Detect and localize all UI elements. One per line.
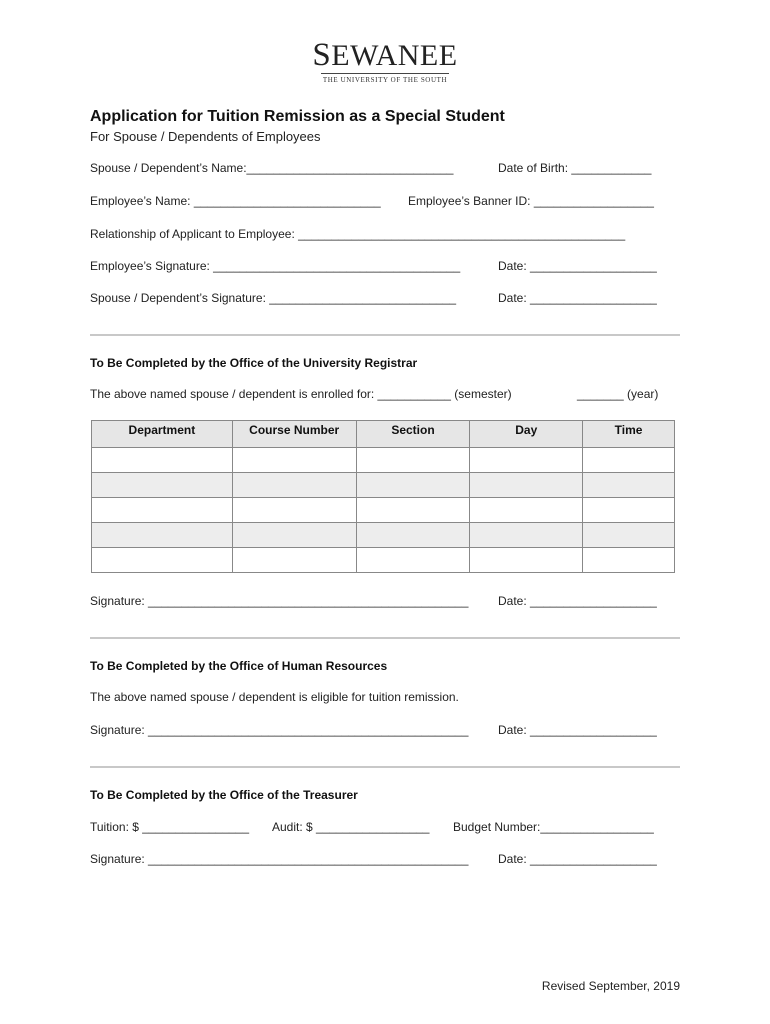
revision-note: Revised September, 2019 <box>541 979 680 993</box>
column-header: Course Number <box>232 421 356 448</box>
column-header: Day <box>470 421 583 448</box>
table-cell[interactable] <box>232 498 356 523</box>
treasurer-date-field[interactable]: Date: ___________________ <box>498 852 657 866</box>
table-cell[interactable] <box>583 523 675 548</box>
treasurer-signature-field[interactable]: Signature: ________________________________________________ <box>90 852 469 866</box>
table-cell[interactable] <box>232 523 356 548</box>
table-cell[interactable] <box>356 498 470 523</box>
table-cell[interactable] <box>92 473 233 498</box>
table-cell[interactable] <box>470 448 583 473</box>
hr-heading: To Be Completed by the Office of Human Resources <box>90 659 388 673</box>
course-table-header <box>92 421 675 448</box>
table-cell[interactable] <box>92 548 233 573</box>
table-cell[interactable] <box>356 448 470 473</box>
column-header: Section <box>356 421 470 448</box>
hr-date-field[interactable]: Date: ___________________ <box>498 723 657 737</box>
table-cell[interactable] <box>470 498 583 523</box>
logo-rule <box>321 73 449 74</box>
table-cell[interactable] <box>92 523 233 548</box>
dependent-signature-date-field[interactable]: Date: ___________________ <box>498 291 657 305</box>
table-row <box>92 498 675 523</box>
table-row <box>92 523 675 548</box>
table-cell[interactable] <box>583 548 675 573</box>
registrar-heading: To Be Completed by the Office of the University Registrar <box>90 356 418 370</box>
enrolled-year-field[interactable]: _______ (year) <box>577 387 659 401</box>
table-row <box>92 548 675 573</box>
table-cell[interactable] <box>356 548 470 573</box>
employee-name-field[interactable]: Employee’s Name: ____________________________ <box>90 194 381 208</box>
table-cell[interactable] <box>356 473 470 498</box>
treasurer-heading: To Be Completed by the Office of the Treasurer <box>90 788 358 802</box>
form-subtitle: For Spouse / Dependents of Employees <box>90 129 321 144</box>
table-cell[interactable] <box>232 473 356 498</box>
table-cell[interactable] <box>470 548 583 573</box>
hr-statement: The above named spouse / dependent is eligible for tuition remission. <box>90 690 459 704</box>
relationship-field[interactable]: Relationship of Applicant to Employee: _________________________________________________ <box>90 227 626 241</box>
table-cell[interactable] <box>470 523 583 548</box>
table-cell[interactable] <box>583 448 675 473</box>
table-cell[interactable] <box>583 473 675 498</box>
section-divider <box>90 766 680 768</box>
course-table <box>91 420 675 573</box>
table-cell[interactable] <box>583 498 675 523</box>
sewanee-logo <box>0 37 770 84</box>
column-header: Department <box>92 421 233 448</box>
tuition-amount-field[interactable]: Tuition: $ ________________ <box>90 820 250 834</box>
table-row <box>92 448 675 473</box>
dependent-name-field[interactable]: Spouse / Dependent’s Name:_______________________________ <box>90 161 454 175</box>
section-divider <box>90 334 680 336</box>
dependent-signature-field[interactable]: Spouse / Dependent’s Signature: ____________________________ <box>90 291 457 305</box>
table-cell[interactable] <box>356 523 470 548</box>
employee-signature-field[interactable]: Employee’s Signature: _____________________________________ <box>90 259 461 273</box>
enrolled-semester-field[interactable]: The above named spouse / dependent is enrolled for: ___________ (semester) <box>90 387 512 401</box>
registrar-signature-field[interactable]: Signature: ________________________________________________ <box>90 594 469 608</box>
date-of-birth-field[interactable]: Date of Birth: ____________ <box>498 161 652 175</box>
employee-signature-date-field[interactable]: Date: ___________________ <box>498 259 657 273</box>
banner-id-field[interactable]: Employee’s Banner ID: __________________ <box>408 194 654 208</box>
form-title: Application for Tuition Remission as a Special Student <box>90 108 505 125</box>
section-divider <box>90 637 680 639</box>
audit-amount-field[interactable]: Audit: $ _________________ <box>272 820 430 834</box>
logo-tagline: THE UNIVERSITY OF THE SOUTH <box>322 76 448 84</box>
hr-signature-field[interactable]: Signature: ________________________________________________ <box>90 723 469 737</box>
budget-number-field[interactable]: Budget Number:_________________ <box>453 820 654 834</box>
registrar-date-field[interactable]: Date: ___________________ <box>498 594 657 608</box>
table-cell[interactable] <box>232 448 356 473</box>
column-header: Time <box>583 421 675 448</box>
logo-wordmark: SEWANEE <box>312 37 458 73</box>
table-cell[interactable] <box>92 498 233 523</box>
table-cell[interactable] <box>470 473 583 498</box>
table-cell[interactable] <box>92 448 233 473</box>
table-cell[interactable] <box>232 548 356 573</box>
table-row <box>92 473 675 498</box>
